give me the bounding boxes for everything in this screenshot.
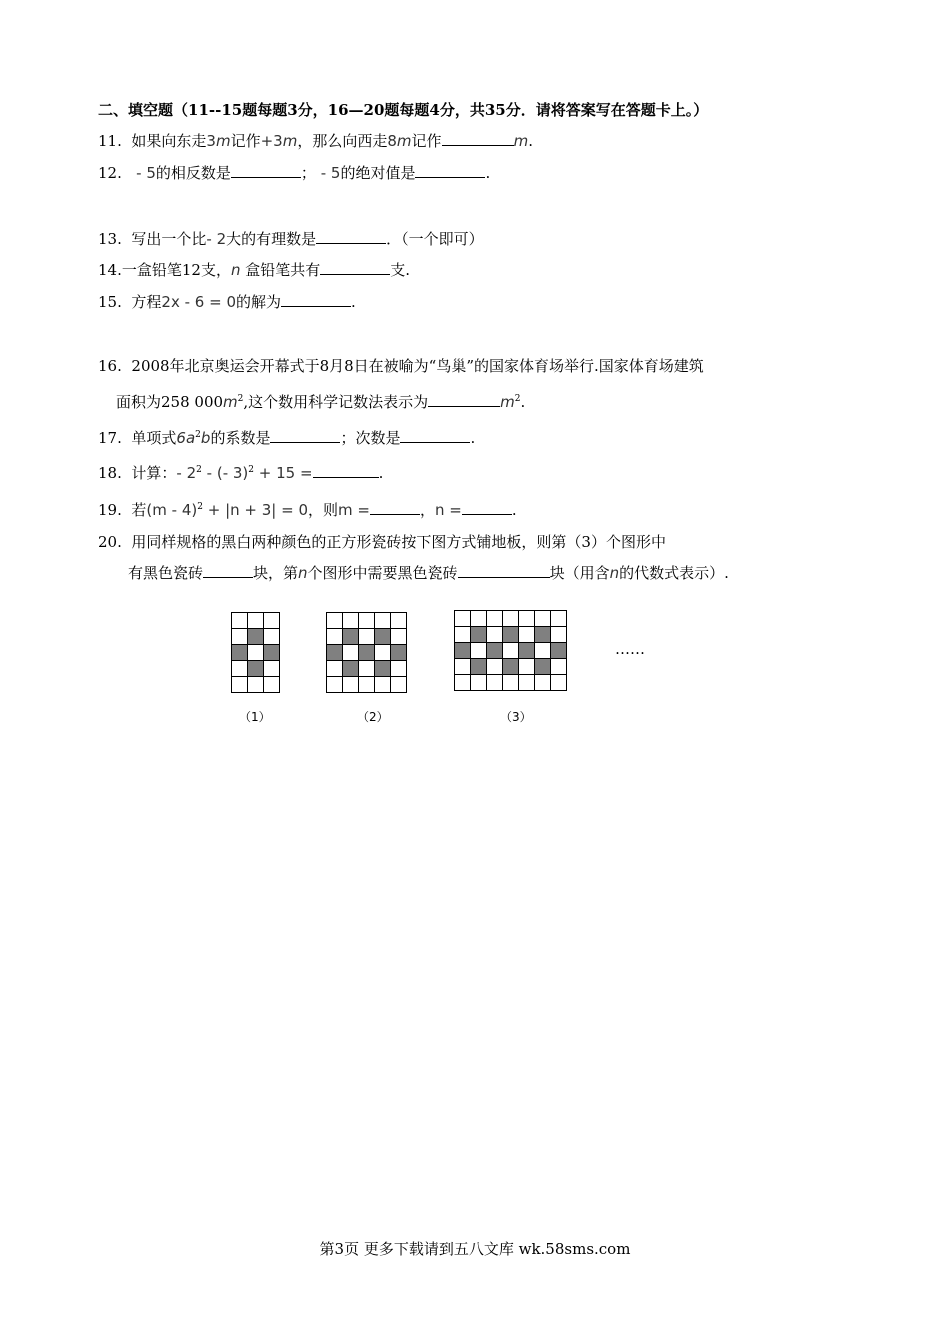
black-tile xyxy=(343,629,359,645)
black-tile xyxy=(503,659,519,675)
white-tile xyxy=(359,677,375,693)
white-tile xyxy=(375,677,391,693)
answer-blank[interactable] xyxy=(462,500,512,515)
white-tile xyxy=(535,675,551,691)
answer-blank[interactable] xyxy=(313,463,379,478)
white-tile xyxy=(232,613,248,629)
white-tile xyxy=(455,659,471,675)
question-15: 15. 方程2x - 6 = 0的解为 . xyxy=(98,293,356,311)
tile-figure-1 xyxy=(231,612,280,693)
black-tile xyxy=(471,627,487,643)
white-tile xyxy=(487,659,503,675)
white-tile xyxy=(391,629,407,645)
white-tile xyxy=(359,629,375,645)
black-tile xyxy=(248,629,264,645)
figure-caption-2: （2） xyxy=(357,710,389,724)
black-tile xyxy=(375,629,391,645)
answer-blank[interactable] xyxy=(400,428,470,443)
answer-blank[interactable] xyxy=(203,563,253,578)
question-11: 11. 如果向东走3m记作+3m，那么向西走8m记作 m. xyxy=(98,132,533,150)
page-footer: 第3页 更多下载请到五八文库 wk.58sms.com xyxy=(319,1240,631,1258)
black-tile xyxy=(359,645,375,661)
question-20: 20. 用同样规格的黑白两种颜色的正方形瓷砖按下图方式铺地板，则第（3）个图形中 xyxy=(98,533,666,551)
answer-blank[interactable] xyxy=(428,392,500,407)
tile-figure-3 xyxy=(454,610,567,691)
figure-caption-3: （3） xyxy=(500,710,532,724)
white-tile xyxy=(487,675,503,691)
white-tile xyxy=(535,643,551,659)
black-tile xyxy=(471,659,487,675)
white-tile xyxy=(232,661,248,677)
white-tile xyxy=(264,613,280,629)
question-14: 14.一盒铅笔12支，n 盒铅笔共有 支. xyxy=(98,261,411,279)
white-tile xyxy=(232,629,248,645)
black-tile xyxy=(551,643,567,659)
white-tile xyxy=(551,659,567,675)
white-tile xyxy=(535,611,551,627)
white-tile xyxy=(375,613,391,629)
white-tile xyxy=(343,645,359,661)
black-tile xyxy=(375,661,391,677)
white-tile xyxy=(248,677,264,693)
question-18: 18. 计算：- $2^2$ - (- 3)$^2$ + 15 = . xyxy=(98,464,384,482)
question-17: 17. 单项式$6a^2b$的系数是 ；次数是 . xyxy=(98,429,476,447)
white-tile xyxy=(375,645,391,661)
answer-blank[interactable] xyxy=(458,563,550,578)
tile-figure-2 xyxy=(326,612,407,693)
white-tile xyxy=(503,675,519,691)
figure-caption-1: （1） xyxy=(239,710,271,724)
white-tile xyxy=(503,643,519,659)
white-tile xyxy=(471,643,487,659)
white-tile xyxy=(232,677,248,693)
black-tile xyxy=(455,643,471,659)
question-19: 19. 若(m - 4)$^2$ + |n + 3| = 0，则m = ，n = . xyxy=(98,501,517,519)
white-tile xyxy=(359,613,375,629)
white-tile xyxy=(519,675,535,691)
white-tile xyxy=(248,613,264,629)
white-tile xyxy=(519,627,535,643)
question-13: 13. 写出一个比- 2大的有理数是 ．（一个即可） xyxy=(98,230,484,248)
answer-blank[interactable] xyxy=(320,260,390,275)
ellipsis: …… xyxy=(615,640,645,658)
white-tile xyxy=(327,613,343,629)
white-tile xyxy=(264,677,280,693)
white-tile xyxy=(551,611,567,627)
white-tile xyxy=(391,661,407,677)
white-tile xyxy=(264,629,280,645)
question-16: 16. 2008年北京奥运会开幕式于8月8日在被喻为“鸟巢”的国家体育场举行.国家体育场建筑 xyxy=(98,357,704,375)
black-tile xyxy=(327,645,343,661)
question-20-line-2: 有黑色瓷砖 块，第n个图形中需要黑色瓷砖 块（用含n的代数式表示）. xyxy=(128,564,729,582)
white-tile xyxy=(343,613,359,629)
white-tile xyxy=(471,675,487,691)
black-tile xyxy=(343,661,359,677)
white-tile xyxy=(343,677,359,693)
white-tile xyxy=(455,675,471,691)
white-tile xyxy=(487,611,503,627)
answer-blank[interactable] xyxy=(281,292,351,307)
white-tile xyxy=(359,661,375,677)
white-tile xyxy=(327,677,343,693)
black-tile xyxy=(535,659,551,675)
black-tile xyxy=(487,643,503,659)
white-tile xyxy=(487,627,503,643)
white-tile xyxy=(503,611,519,627)
white-tile xyxy=(551,675,567,691)
white-tile xyxy=(455,611,471,627)
white-tile xyxy=(327,661,343,677)
answer-blank[interactable] xyxy=(231,163,301,178)
black-tile xyxy=(264,645,280,661)
black-tile xyxy=(519,643,535,659)
black-tile xyxy=(248,661,264,677)
white-tile xyxy=(455,627,471,643)
white-tile xyxy=(391,613,407,629)
white-tile xyxy=(391,677,407,693)
answer-blank[interactable] xyxy=(442,131,514,146)
answer-blank[interactable] xyxy=(316,229,386,244)
white-tile xyxy=(551,627,567,643)
white-tile xyxy=(327,629,343,645)
black-tile xyxy=(391,645,407,661)
white-tile xyxy=(519,611,535,627)
answer-blank[interactable] xyxy=(415,163,485,178)
black-tile xyxy=(503,627,519,643)
black-tile xyxy=(232,645,248,661)
white-tile xyxy=(248,645,264,661)
answer-blank[interactable] xyxy=(270,428,340,443)
white-tile xyxy=(519,659,535,675)
section-header: 二、填空题（11--15题每题3分，16—20题每题4分，共35分．请将答案写在答题卡上。） xyxy=(98,101,709,119)
white-tile xyxy=(471,611,487,627)
question-16-line-2: 面积为258 $000m^2$,这个数用科学记数法表示为 $m^2$. xyxy=(116,393,526,411)
question-12: 12. - 5的相反数是 ； - 5的绝对值是 . xyxy=(98,164,491,182)
answer-blank[interactable] xyxy=(370,500,420,515)
black-tile xyxy=(535,627,551,643)
white-tile xyxy=(264,661,280,677)
